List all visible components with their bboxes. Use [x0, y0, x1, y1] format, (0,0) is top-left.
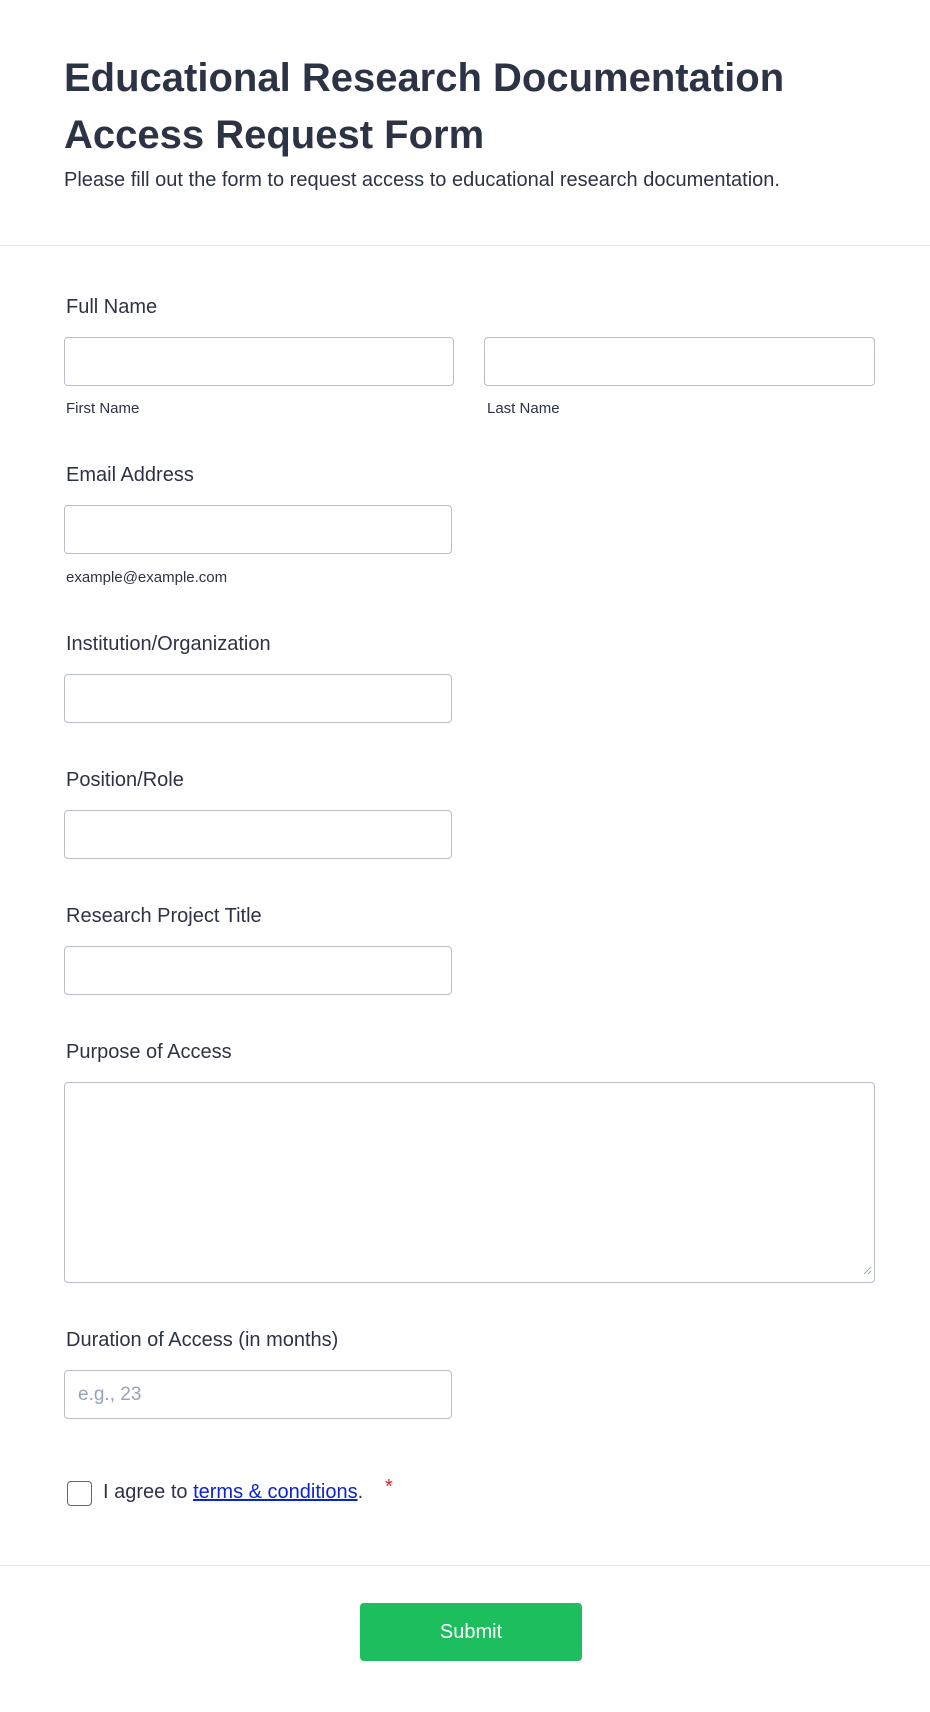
position-label: Position/Role	[66, 769, 184, 791]
institution-input[interactable]	[64, 674, 452, 723]
email-sublabel: example@example.com	[66, 569, 228, 586]
email-label: Email Address	[66, 464, 194, 486]
form-header	[0, 0, 930, 246]
full-name-label: Full Name	[66, 296, 158, 318]
terms-checkbox[interactable]	[67, 1481, 92, 1506]
project-title-label: Research Project Title	[66, 905, 262, 927]
resize-grip-icon[interactable]	[862, 1265, 872, 1275]
footer-divider	[0, 1565, 930, 1566]
required-asterisk: *	[385, 1476, 393, 1498]
duration-label: Duration of Access (in months)	[66, 1329, 339, 1351]
position-input[interactable]	[64, 810, 452, 859]
institution-label: Institution/Organization	[66, 633, 271, 655]
last-name-sublabel: Last Name	[487, 400, 560, 417]
project-title-input[interactable]	[64, 946, 452, 995]
duration-input[interactable]	[64, 1370, 452, 1419]
page-title: Educational Research Documentation Access Request Form	[64, 56, 785, 157]
terms-agreement-text	[103, 1478, 363, 1506]
email-input[interactable]	[64, 505, 452, 554]
purpose-label: Purpose of Access	[66, 1041, 232, 1063]
submit-button[interactable]: Submit	[360, 1603, 582, 1661]
first-name-sublabel: First Name	[66, 400, 140, 417]
page-subtitle: Please fill out the form to request access to educational research documentation.	[64, 169, 780, 191]
agree-suffix: .	[357, 1481, 364, 1503]
agree-prefix: I agree to	[103, 1481, 194, 1503]
terms-link[interactable]: terms & conditions	[193, 1481, 358, 1503]
purpose-textarea[interactable]	[64, 1082, 875, 1283]
first-name-input[interactable]	[64, 337, 454, 386]
last-name-input[interactable]	[484, 337, 875, 386]
